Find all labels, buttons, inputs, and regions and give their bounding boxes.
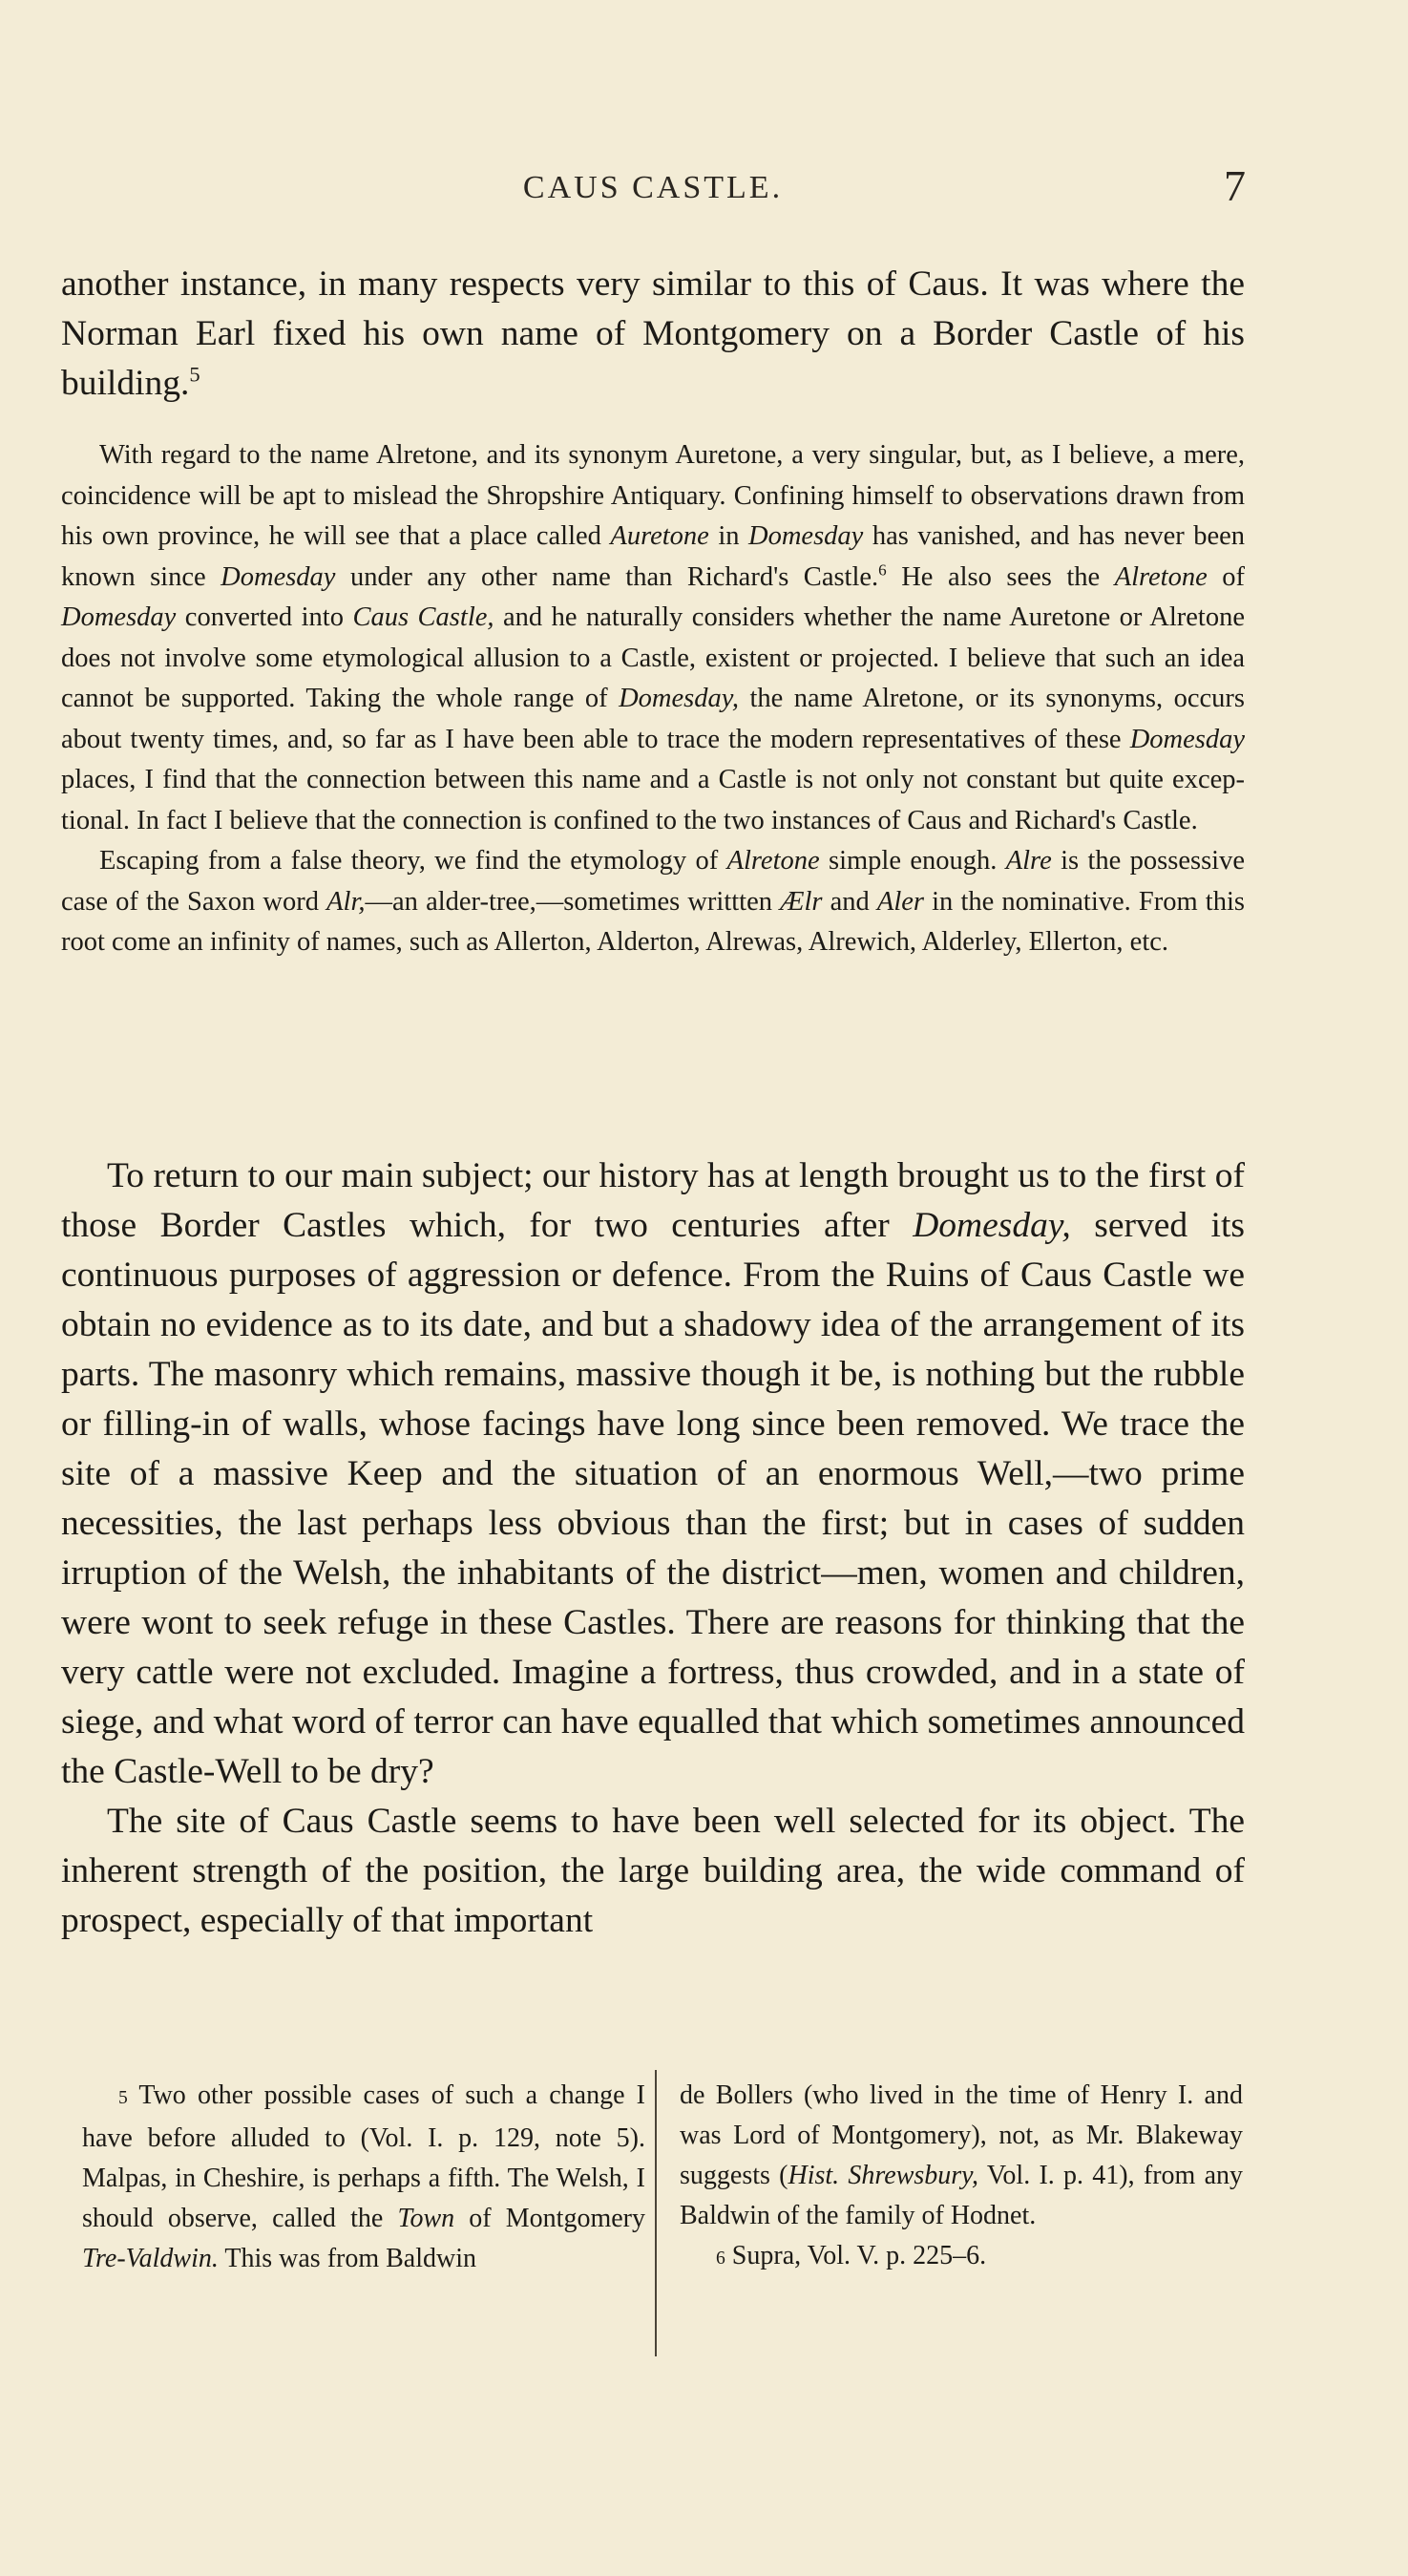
main-text-block [61,1151,1245,1946]
opening-paragraph-block [61,260,1245,409]
footnotes-right-column [680,2076,1243,2279]
digression-paragraph-1: With regard to the name Alretone, and its synonym Auretone, a very singular, but, as I believe, a mere, coincidence will be apt to mislead the Shropshire Antiquary. Confining himself to observations drawn from his own province, he will see that a place called Auretone in Domesday has vanished, and has never been known since Domesday under any other name than Richard's Castle.$^6$ He also sees the Alretone of Domesday converted into Caus Castle, and he naturally considers whether the name Auretone or Alretone does not involve some etymological allusion to a Castle, existent or projected. I believe that such an idea cannot be supported. Taking the whole range of Domesday, the name Alretone, or its synonyms, occurs about twenty times, and, so far as I have been able to trace the modern representatives of these Domesday places, I find that the connection between this name and a Castle is not only not constant but quite exceptional. In fact I believe that the connection is confined to the two instances of Caus and Richard's Castle. [61,440,1246,835]
footnote-ref-5[interactable]: 5 [189,362,200,387]
footnote-6: 6 Supra, Vol. V. p. 225–6. [716,2241,987,2270]
digression-block [61,435,1245,963]
footnote-ref-6[interactable]: 6 [878,560,887,579]
digression-paragraph-2: Escaping from a false theory, we find the etymology of Alretone simple enough. Alre is the possessive case of the Saxon word Alr,—an alder-tree,—sometimes writtten Ælr and Aler in the nominative. From this root come an infinity of names, such as Allerton, Alderton, Alrewas, Alrewich, Alderley, Ellerton, etc. [61,846,1245,957]
footnote-column-divider [655,2070,657,2356]
main-paragraph-2: The site of Caus Castle seems to have been well selected for its object. The inherent strength of the position, the large building area, the wide command of prospect, especially of that important [61,1802,1245,1940]
footnote-6-marker: 6 [716,2249,725,2269]
footnote-5: 5 Two other possible cases of such a change I have before alluded to (Vol. I. p. 129, note 5). Malpas, in Cheshire, is perhaps a fifth. The Welsh, I should observe, called the Town of Montgomery Tre-Valdwin. This was from Baldwin [82,2080,645,2273]
page-number: 7 [1224,161,1246,210]
footnotes-left-column [82,2076,645,2279]
footnote-5-continued: de Bollers (who lived in the time of Henry I. and was Lord of Montgomery), not, as Mr. Blakeway suggests (Hist. Shrewsbury, Vol. I. p. 41), from any Baldwin of the family of Hodnet. [680,2080,1243,2230]
footnote-5-marker: 5 [118,2088,128,2108]
running-title: CAUS CASTLE. [522,170,784,205]
main-paragraph-1: To return to our main subject; our history has at length brought us to the first of those Border Castles which, for two centuries after Domesday, served its continuous purposes of aggression or defence. From the Ruins of Caus Castle we obtain no evidence as to its date, and but a shadowy idea of the arrangement of its parts. The masonry which remains, massive though it be, is nothing but the rubble or filling-in of walls, whose facings have long since been removed. We trace the site of a massive Keep and the situation of an enormous Well,—two prime necessities, the last perhaps less obvious than the first; but in cases of sudden irruption of the Welsh, the inhabitants of the district—men, women and children, were wont to seek refuge in these Castles. There are reasons for thinking that the very cattle were not excluded. Imagine a fortress, thus crowded, and in a state of siege, and what word of terror can have equalled that which sometimes announced the Castle-Well to be dry? [61,1156,1245,1791]
opening-paragraph: another instance, in many respects very similar to this of Caus. It was where the Norman Earl fixed his own name of Montgomery on a Border Castle of his building.$^5$ [61,264,1245,403]
